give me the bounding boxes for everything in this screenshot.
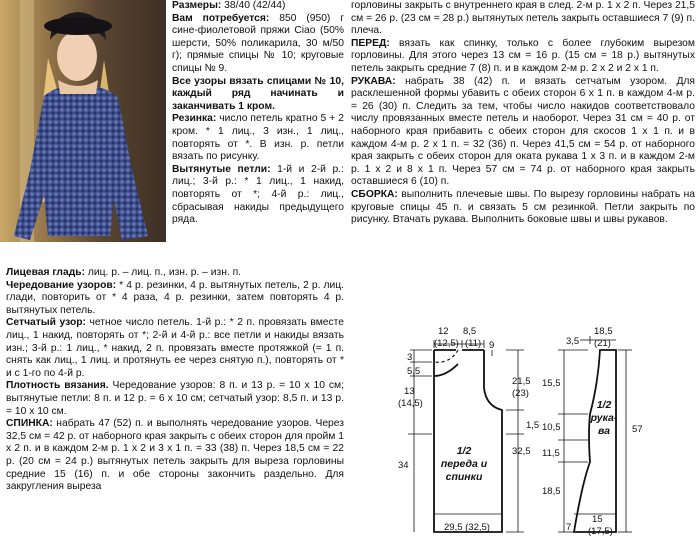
- paragraph-text: Чередование узоров: 8 п. и 13 р. = 10 x 10 см; вытянутые петли: 8 п. и 12 р. = 6 x 10 см; сетчатый узор: 8,5 п. и 13 р. = 10 x 10 см.: [6, 380, 344, 417]
- body-dim-neck-alt: (12,5): [434, 338, 459, 349]
- paragraph-text: выполнить плечевые швы. По вырезу горловины набрать на круговые спицы 45 п. и связать 5 см резинкой. Петли закрыть по рисунку. Втачать рукава. Выполнить боковые швы и швы рукавов.: [351, 188, 695, 226]
- sleeve-dim-straight: 11,5: [542, 448, 560, 459]
- paragraph: [6, 418, 344, 494]
- body-dim-neck-front: 5,5: [407, 366, 421, 377]
- paragraph: [351, 38, 695, 76]
- sleeve-dim-bottom-offset: 7: [566, 522, 572, 533]
- sleeve-dim-top: 18,5: [594, 326, 613, 337]
- paragraph-heading: Чередование узоров:: [6, 279, 117, 291]
- paragraph-text: 1-й и 2-й р.: лиц.; 3-й р.: * 1 лиц., 1 накид, повторять от *; 4-й р.: лиц., сбрасывая накиды предыдущего ряда.: [172, 163, 344, 226]
- paragraph-text: число петель кратно 5 + 2 кром. * 1 лиц., 3 изн., 1 лиц., повторять от *. В изн. р. петли вязать по рисунку.: [172, 113, 344, 163]
- body-dim-shoulder-drop: 9: [489, 340, 495, 351]
- sleeve-dim-bottom: 15: [592, 514, 603, 525]
- paragraph-text: набрать 47 (52) п. и выполнять чередование узоров. Через 32,5 см = 42 р. от наборного края закрыть с обеих сторон для пройм 1 x 2 п. и в каждом 2-м р. 1 x 2 и 3 x 1 п. = 33 (38) п. Через 18,5 см = 22 р. (20 см = 24 р.) вытянутых петель закрыть для выреза горловины средние 15 (16) п. и обе стороны закончить раздельно. Для закругления выреза: [6, 418, 344, 493]
- sleeve-label-line2: ва: [597, 425, 611, 437]
- paragraph-heading: СБОРКА:: [351, 188, 398, 200]
- body-dim-armhole: 13: [404, 386, 415, 397]
- photo-illustration: [0, 0, 166, 242]
- paragraph: [172, 113, 344, 163]
- paragraph-heading: Лицевая гладь:: [6, 267, 85, 278]
- sleeve-label-fraction: 1/2: [596, 399, 612, 411]
- left-column: [6, 267, 344, 494]
- body-label-line1: переда и: [440, 458, 488, 470]
- paragraph: [6, 380, 344, 418]
- body-dim-bottom: 29,5 (32,5): [444, 522, 490, 533]
- paragraph-heading: РУКАВА:: [351, 75, 396, 87]
- pattern-diagram: [352, 326, 698, 537]
- body-dim-shoulder-alt: (11): [465, 338, 482, 349]
- sleeve-outline: [574, 350, 616, 532]
- paragraph-text: горловины закрыть с внутреннего края в след. 2-м р. 1 x 2 п. Через 21,5 см = 26 р. (23 см = 28 р.) вытянутых петель закрыть оставшиеся 7 (9) п. плеча.: [351, 0, 695, 37]
- paragraph-heading: Резинка:: [172, 113, 217, 125]
- paragraph: [172, 13, 344, 76]
- body-dim-armhole-side-alt: (23): [512, 388, 529, 399]
- body-label-fraction: 1/2: [456, 445, 472, 457]
- paragraph-heading: Сетчатый узор:: [6, 317, 86, 329]
- paragraph-heading: Вам потребуется:: [172, 12, 270, 24]
- paragraph: [351, 189, 695, 227]
- body-label-line2: спинки: [445, 471, 483, 483]
- sleeve-label-line1: рука-: [590, 412, 618, 424]
- body-dim-armhole-side: 21,5: [512, 376, 531, 387]
- right-column: [351, 0, 695, 227]
- paragraph: [6, 280, 344, 318]
- sleeve-dim-flare: 18,5: [542, 486, 561, 497]
- intro-column: [172, 0, 344, 227]
- paragraph: [351, 76, 695, 189]
- paragraph: [172, 0, 344, 13]
- paragraph-heading: СПИНКА:: [6, 418, 53, 430]
- body-outline: [434, 350, 502, 532]
- paragraph: [172, 164, 344, 227]
- body-dim-side-length: 32,5: [512, 446, 531, 457]
- paragraph-text: вязать как спинку, только с более глубоким вырезом горловины. Для этого через 13 см = 16 р. (15 см = 18 р.) вытянутых петель закрыть средние 7 (8) п. и в каждом 2-м р. 2 x 2 и 2 x 1 п.: [351, 37, 695, 74]
- paragraph-text: 38/40 (42/44): [221, 0, 286, 11]
- paragraph-heading: Все узоры вязать спицами № 10, каждый ряд начинать и заканчивать 1 кром.: [172, 75, 344, 112]
- sleeve-dim-top-offset: 3,5: [566, 336, 580, 347]
- paragraph-heading: Вытянутые петли:: [172, 163, 271, 175]
- paragraph: [172, 76, 344, 114]
- sleeve-dim-increase: 10,5: [542, 422, 561, 433]
- sleeve-dim-bottom-alt: (17,5): [588, 526, 613, 537]
- paragraph-text: * 4 р. резинки, 4 р. вытянутых петель, 2 р. лиц. глади, повторить от * 4 раза, 4 р. резинки, затем повторять 4 р. вытянутых петель.: [6, 279, 344, 316]
- paragraph-text: 850 (950) г сине-фиолетовой пряжи Ciao (50% шерсти, 50% поликарила, 30 м/50 г); прямые спицы № 10; круговые спицы № 9.: [172, 12, 345, 74]
- sleeve-dim-length: 57: [632, 424, 643, 435]
- paragraph-heading: ПЕРЕД:: [351, 37, 390, 49]
- body-dim-neck-back: 3: [407, 352, 413, 363]
- paragraph-heading: Плотность вязания.: [6, 380, 109, 392]
- paragraph: [351, 0, 695, 38]
- paragraph: [6, 317, 344, 380]
- body-dim-shoulder: 8,5: [463, 326, 477, 337]
- sleeve-dim-top-alt: (21): [594, 338, 611, 349]
- body-dim-neck: 12: [438, 326, 449, 337]
- paragraph-text: четное число петель. 1-й р.: * 2 п. провязать вместе лиц., 1 накид, повторять от *; 2-й и 4-й р.: все петли и накиды вязать изн.; 3-й р.: 1 лиц., * накид, 2 п. провязать вместе протяжкой (= 1 п. снять как лиц., 1 лиц. и протянуть ее через снятую п.), повторять от * и с 1-го по 4-й р.: [6, 317, 345, 379]
- model-photo: [0, 0, 166, 242]
- paragraph-text: набрать 38 (42) п. и вязать сетчатым узором. Для расклешенной формы убавить с обеих сторон 6 x 1 п. в каждом 4-м р. = 26 (30) п. Следить за тем, чтобы число накидов соответствовало числу провязанных вместе петель и наоборот. Через 31 см = 40 р. от наборного края прибавить с обеих сторон для скосов 1 x 1 п. и в каждом 4-м р. 2 x 1 п. = 32 (36) п. Через 41,5 см = 54 р. от наборного края закрыть с обеих сторон для оката рукава 1 x 3 п. и в каждом 2-м р. 1 x 2 и 8 x 1 п. Через 57 см = 74 р. от наборного края закрыть оставшиеся 6 (10) п.: [351, 75, 695, 188]
- body-dim-small: 1,5: [526, 420, 540, 431]
- body-dim-left-length: 34: [398, 460, 409, 471]
- body-dim-armhole-alt: (14,5): [398, 398, 423, 409]
- sleeve-dim-cap: 15,5: [542, 378, 561, 389]
- paragraph: [6, 267, 344, 280]
- paragraph-heading: Размеры:: [172, 0, 222, 11]
- paragraph-text: лиц. р. – лиц. п., изн. р. – изн. п.: [85, 267, 242, 278]
- pattern-schematic: [352, 326, 698, 537]
